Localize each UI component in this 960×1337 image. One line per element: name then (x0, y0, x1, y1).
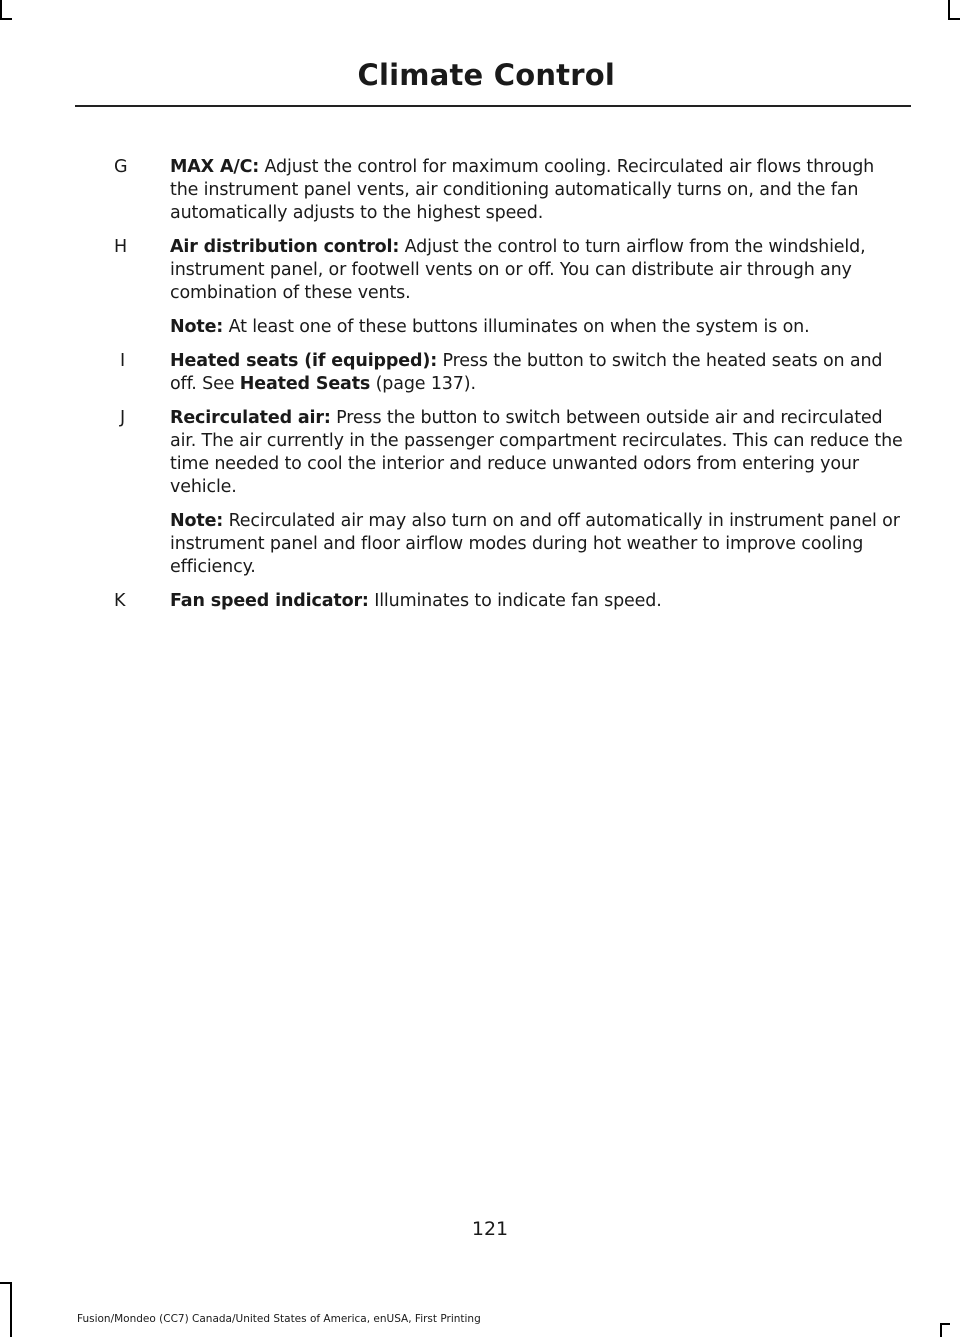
entry-letter: H (114, 237, 128, 257)
entry-text: Adjust the control for maximum cooling. Recirculated air flows through the instrument panel vents, air conditioning automatically turns on, and the fan automatically adjusts to the highest speed. (170, 157, 875, 223)
crop-mark (10, 1282, 12, 1337)
cross-reference-link[interactable]: Heated Seats (239, 374, 371, 394)
entry-text: Illuminates to indicate fan speed. (368, 591, 662, 611)
note-label: Note: (170, 317, 224, 337)
entry-i (90, 350, 905, 396)
entry-letter: I (120, 351, 126, 371)
page-number: 121 (471, 1218, 509, 1240)
entry-text: Adjust the control to turn airflow from the windshield, instrument panel, or footwell vents on or off. You can distribute air through any combination of these vents. (170, 237, 866, 303)
entry-note (170, 316, 905, 339)
entry-text: Press the button to switch the heated seats on and off. See (170, 351, 883, 394)
entry-h (90, 236, 905, 305)
footer-text: Fusion/Mondeo (CC7) Canada/United States of America, enUSA, First Printing (77, 1313, 481, 1325)
entry-body (170, 156, 905, 225)
entry-body (170, 407, 905, 499)
entry-text: Press the button to switch between outside air and recirculated air. The air currently in the passenger compartment recirculates. This can reduce the time needed to cool the interior and reduce unwanted odors from entering your vehicle. (170, 408, 903, 497)
entry-label: Heated seats (if equipped): (170, 351, 438, 371)
crop-mark (948, 0, 950, 20)
entry-j (90, 407, 905, 499)
entry-body (170, 236, 905, 305)
entry-letter: G (114, 157, 128, 177)
cross-reference-page: (page 137). (370, 374, 476, 394)
entry-label: Fan speed indicator: (170, 591, 369, 611)
header-divider (75, 105, 911, 107)
entry-note (170, 510, 905, 579)
note-label: Note: (170, 511, 224, 531)
entry-letter: K (114, 591, 126, 611)
note-text: At least one of these buttons illuminates on when the system is on. (223, 317, 810, 337)
crop-mark (940, 1323, 950, 1325)
entry-body (170, 350, 905, 396)
crop-mark (940, 1323, 942, 1337)
crop-mark (0, 18, 12, 20)
page-title: Climate Control (357, 58, 615, 92)
entry-list (90, 156, 905, 624)
entry-letter: J (120, 408, 126, 428)
note-text: Recirculated air may also turn on and off automatically in instrument panel or instrument panel and floor airflow modes during hot weather to improve cooling efficiency. (170, 511, 900, 577)
entry-g (90, 156, 905, 225)
crop-mark (0, 0, 2, 20)
entry-body (170, 590, 905, 613)
entry-label: Air distribution control: (170, 237, 400, 257)
entry-label: MAX A/C: (170, 157, 260, 177)
entry-label: Recirculated air: (170, 408, 331, 428)
crop-mark (948, 18, 960, 20)
entry-k (90, 590, 905, 613)
